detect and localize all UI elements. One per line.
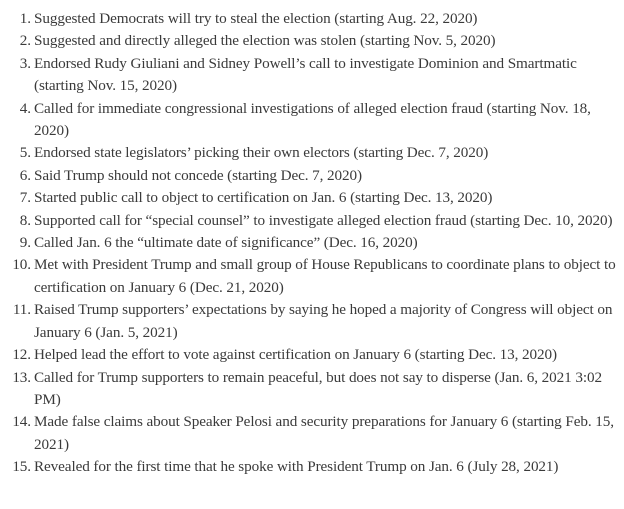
list-item-text: Called Jan. 6 the “ultimate date of significance” (Dec. 16, 2020) <box>34 234 418 252</box>
list-item-number: 2. <box>19 32 31 50</box>
list-item <box>0 187 618 209</box>
list-item-text: Met with President Trump and small group of House Republicans to coordinate plans to object to certification on January 6 (Dec. 21, 2020) <box>34 256 616 296</box>
list-item-number: 12. <box>12 346 31 364</box>
list-item-number: 4. <box>19 99 31 117</box>
list-item <box>0 232 618 254</box>
list-item-number: 13. <box>12 368 31 386</box>
list-item <box>0 367 618 412</box>
list-item <box>0 165 618 187</box>
list-item <box>0 411 618 456</box>
list-item-number: 7. <box>19 189 31 207</box>
list-item-text: Started public call to object to certification on Jan. 6 (starting Dec. 13, 2020) <box>34 189 493 207</box>
list-item-number: 5. <box>19 144 31 162</box>
list-item <box>0 98 618 143</box>
list-item-number: 15. <box>12 458 31 476</box>
list-item-text: Suggested Democrats will try to steal the election (starting Aug. 22, 2020) <box>34 10 478 27</box>
list-item-text: Called for Trump supporters to remain peaceful, but does not say to disperse (Jan. 6, 2021 3:02 PM) <box>34 368 602 408</box>
list-item <box>0 53 618 98</box>
list-item-number: 10. <box>12 256 31 274</box>
list-item-number: 14. <box>12 413 31 431</box>
list-item <box>0 254 618 299</box>
list-item-text: Made false claims about Speaker Pelosi and security preparations for January 6 (starting Feb. 15, 2021) <box>34 413 614 453</box>
list-item <box>0 142 618 164</box>
list-item <box>0 8 618 30</box>
list-item <box>0 344 618 366</box>
list-item-text: Endorsed Rudy Giuliani and Sidney Powell’s call to investigate Dominion and Smartmatic (starting Nov. 15, 2020) <box>34 54 577 95</box>
list-item-number: 6. <box>19 166 31 184</box>
list-item <box>0 456 618 478</box>
list-item-text: Raised Trump supporters’ expectations by saying he hoped a majority of Congress will object on January 6 (Jan. 5, 2021) <box>34 301 613 341</box>
list-item-number: 3. <box>19 54 31 72</box>
list-item-number: 8. <box>19 211 31 229</box>
list-item-text: Revealed for the first time that he spoke with President Trump on Jan. 6 (July 28, 2021) <box>34 458 559 476</box>
list-item <box>0 30 618 52</box>
list-item-text: Endorsed state legislators’ picking their own electors (starting Dec. 7, 2020) <box>34 144 489 162</box>
list-item-number: 9. <box>19 234 31 252</box>
list-item-number: 11. <box>12 301 31 319</box>
list-item-text: Suggested and directly alleged the election was stolen (starting Nov. 5, 2020) <box>34 32 496 50</box>
list-item-text: Called for immediate congressional investigations of alleged election fraud (starting Nov. 18, 2020) <box>34 99 591 140</box>
list-item-text: Said Trump should not concede (starting Dec. 7, 2020) <box>34 166 362 184</box>
list-item-text: Supported call for “special counsel” to investigate alleged election fraud (starting Dec. 10, 2020) <box>34 211 613 229</box>
list-item-text: Helped lead the effort to vote against certification on January 6 (starting Dec. 13, 2020) <box>34 346 557 364</box>
list-item <box>0 210 618 232</box>
numbered-list <box>0 8 618 479</box>
list-item <box>0 299 618 344</box>
list-item-number: 1. <box>19 10 31 27</box>
